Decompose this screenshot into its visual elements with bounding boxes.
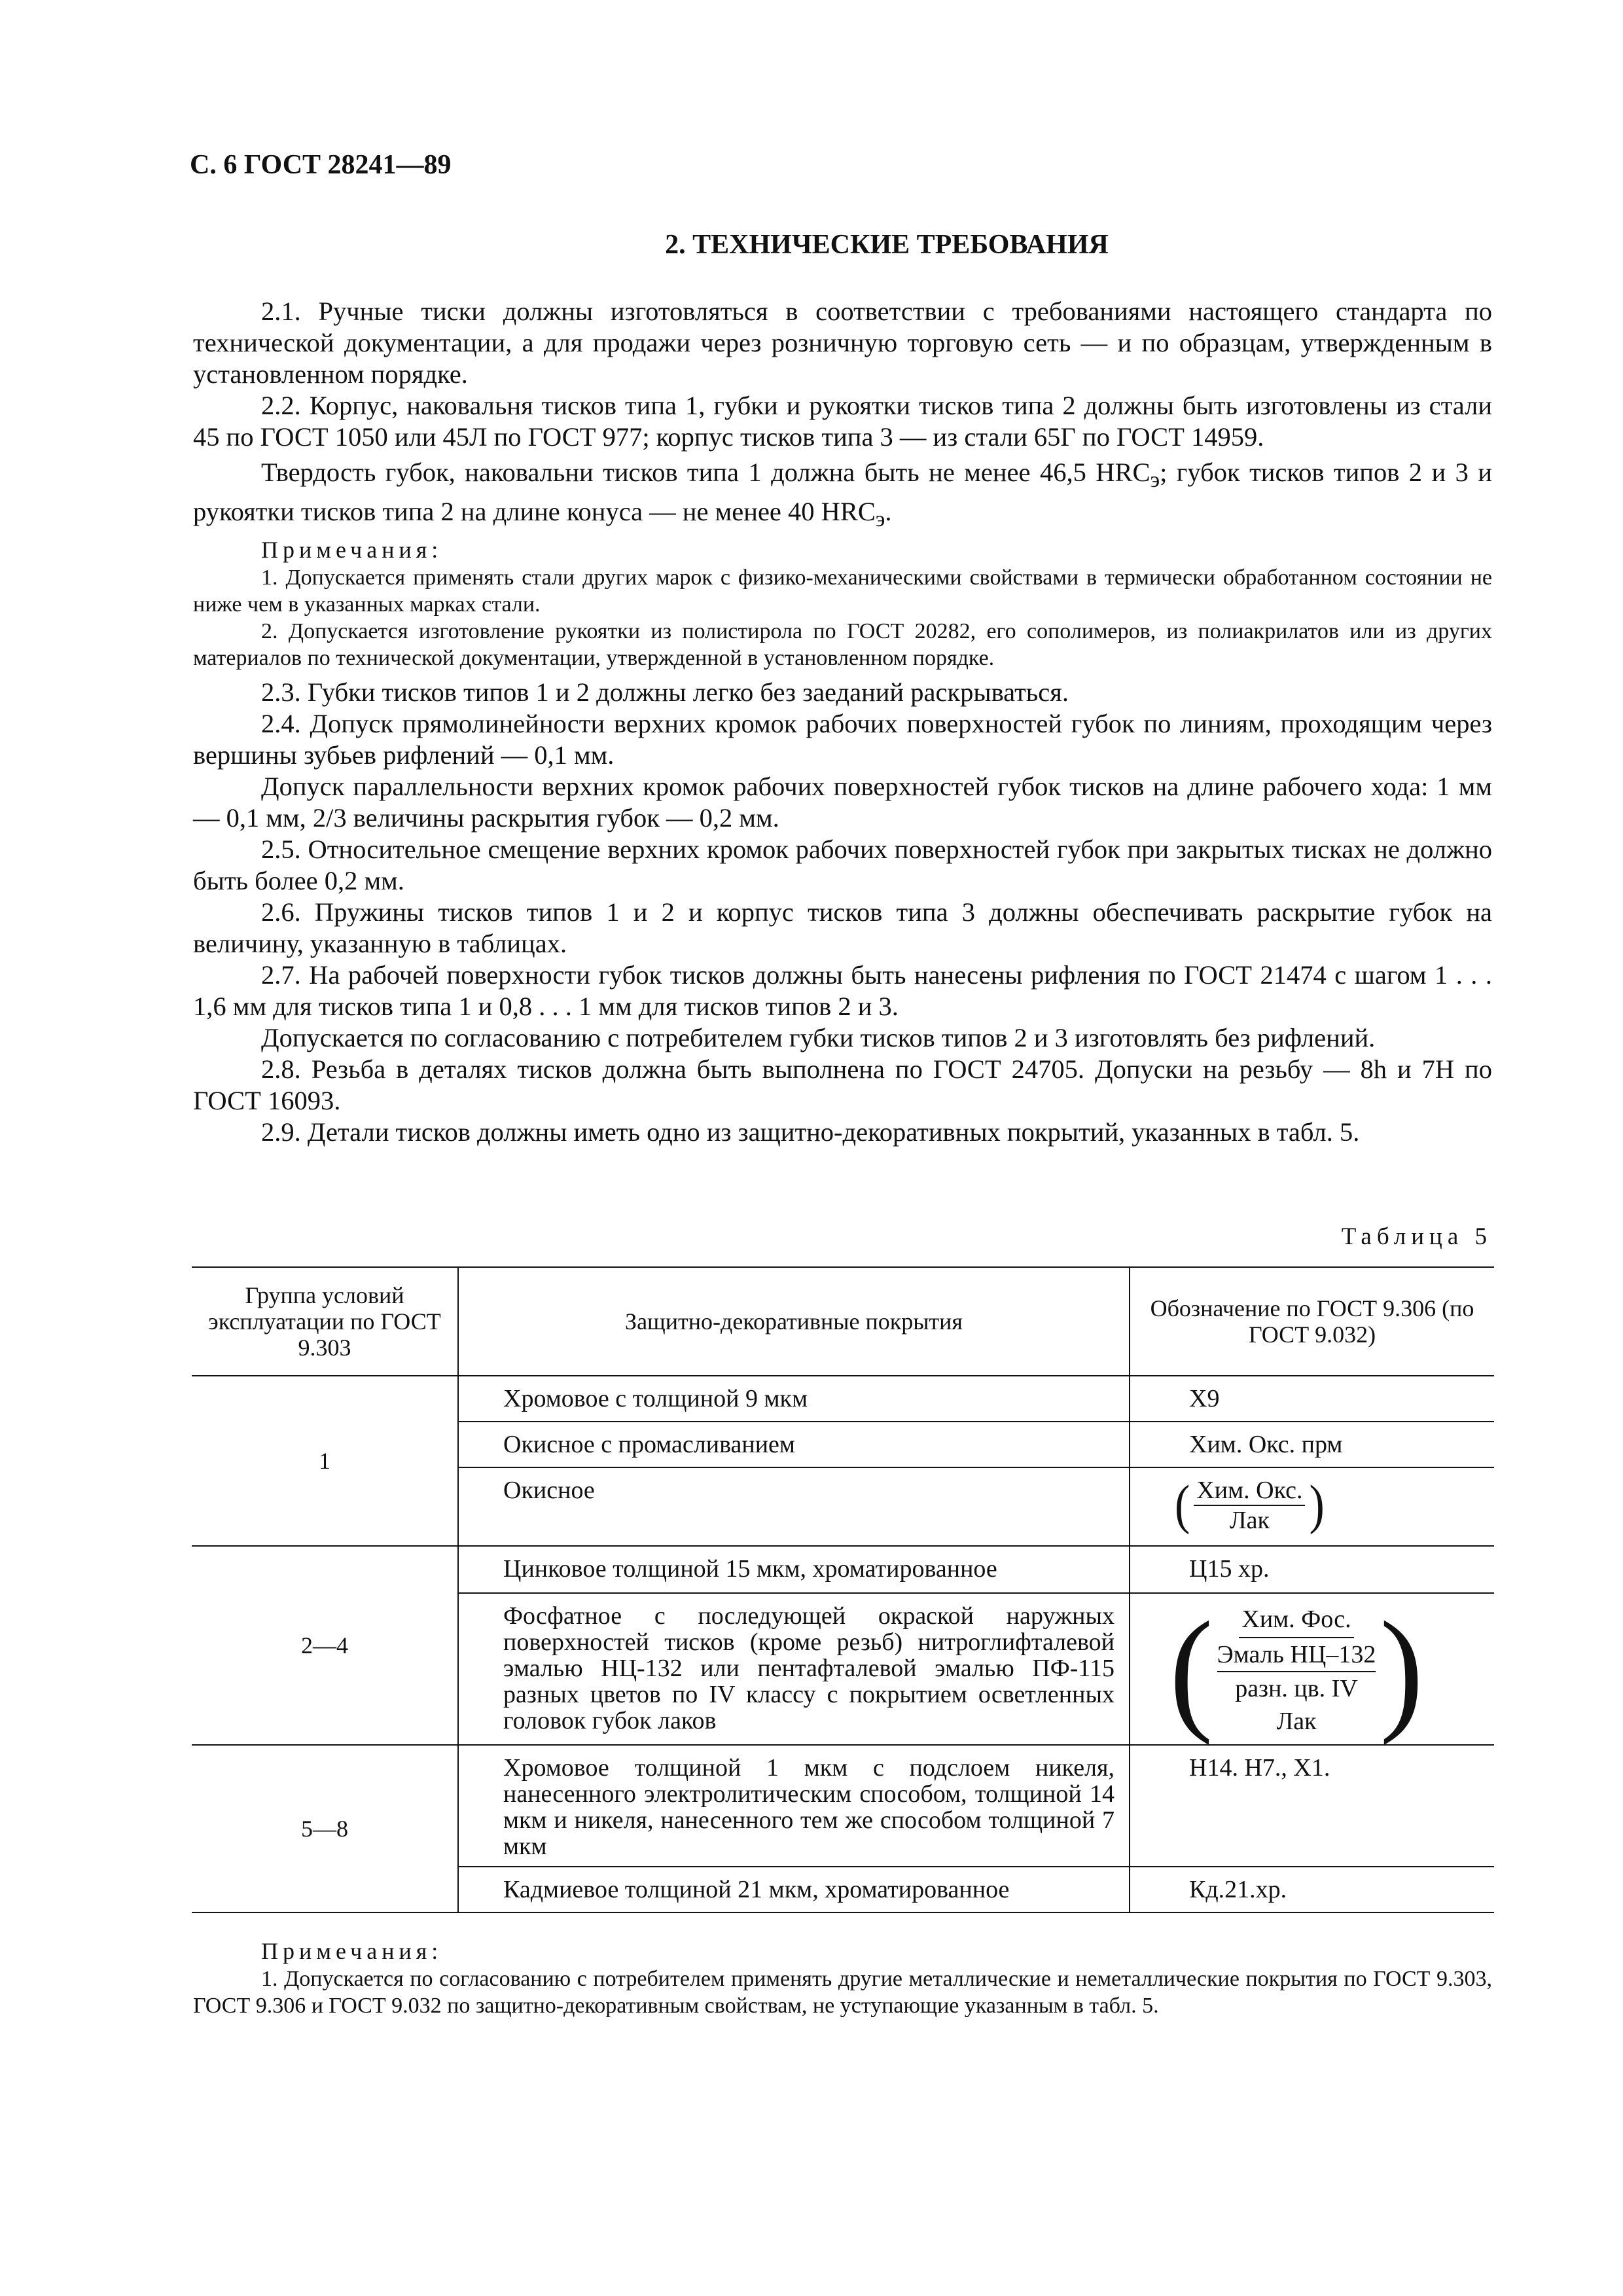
- designation-fraction: [1175, 1477, 1325, 1534]
- hardness-sub-1: э: [1150, 468, 1160, 493]
- section-title: 2. ТЕХНИЧЕСКИЕ ТРЕБОВАНИЯ: [665, 230, 1109, 260]
- coating-cell: Кадмиевое толщиной 21 мкм, хроматированное: [458, 1867, 1130, 1912]
- paragraph-2-4: 2.4. Допуск прямолинейности верхних кромок рабочих поверхностей губок по линиям, проходящим через вершины зубьев рифлений — 0,1 мм.: [193, 709, 1492, 770]
- hardness-text-c: .: [885, 497, 892, 527]
- header-coating: Защитно-декоративные покрытия: [458, 1267, 1130, 1376]
- coating-cell: Хромовое с толщиной 9 мкм: [458, 1376, 1130, 1422]
- right-paren: ): [1380, 1594, 1423, 1746]
- table-row: [192, 1546, 1494, 1593]
- paragraph-2-2-hardness: [193, 457, 1492, 535]
- note-1-2: 2. Допускается изготовление рукоятки из полистирола по ГОСТ 20282, его сополимеров, из полиакрилатов или из других материалов по технической документации, утвержденной в установленном порядке.: [193, 619, 1492, 671]
- paragraph-2-1: 2.1. Ручные тиски должны изготовляться в соответствии с требованиями настоящего стандарта по технической документации, а для продажи через розничную торговую сеть — и по образцам, утвержденным в установленном порядке.: [193, 296, 1492, 389]
- notes-label-1: Примечания:: [261, 537, 443, 564]
- fraction-line-3: разн. цв. IV: [1235, 1675, 1358, 1702]
- paragraph-2-2: 2.2. Корпус, наковальня тисков типа 1, губки и рукоятки тисков типа 2 должны быть изготовлены из стали 45 по ГОСТ 1050 или 45Л по ГОСТ 977; корпус тисков типа 3 — из стали 65Г по ГОСТ 14959.: [193, 391, 1492, 452]
- fraction-line-4: Лак: [1276, 1708, 1317, 1735]
- header-designation: Обозначение по ГОСТ 9.306 (по ГОСТ 9.032): [1130, 1267, 1494, 1376]
- fraction-denominator: Лак: [1229, 1507, 1270, 1534]
- fraction-numerator: Хим. Окс.: [1194, 1477, 1305, 1506]
- coating-cell: Окисное с промасливанием: [458, 1422, 1130, 1467]
- left-paren: (: [1175, 1475, 1190, 1535]
- table-note-1: 1. Допускается по согласованию с потребителем применять другие металлические и неметаллические покрытия по ГОСТ 9.303, ГОСТ 9.306 и ГОСТ 9.032 по защитно-декоративным свойствам, не уступающие указанным в табл. 5.: [193, 1967, 1492, 2018]
- paragraph-2-9: 2.9. Детали тисков должны иметь одно из защитно-декоративных покрытий, указанных в табл. 5.: [261, 1117, 1360, 1147]
- fraction-line-1: Хим. Фос.: [1239, 1603, 1353, 1638]
- fraction-line-2: Эмаль НЦ–132: [1217, 1638, 1376, 1672]
- table-caption: Таблица 5: [1341, 1223, 1492, 1250]
- paragraph-2-6: 2.6. Пружины тисков типов 1 и 2 и корпус тисков типа 3 должны обеспечивать раскрытие губок на величину, указанную в таблицах.: [193, 897, 1492, 959]
- table-notes: [193, 1934, 1492, 2019]
- designation-cell: Хим. Окс. прм: [1130, 1422, 1494, 1467]
- designation-cell: Н14. Н7., Х1.: [1130, 1745, 1494, 1867]
- paragraph-2-5: 2.5. Относительное смещение верхних кромок рабочих поверхностей губок при закрытых тисках не должно быть более 0,2 мм.: [193, 834, 1492, 896]
- paragraph-2-8: 2.8. Резьба в деталях тисков должна быть выполнена по ГОСТ 24705. Допуски на резьбу — 8h и 7H по ГОСТ 16093.: [193, 1054, 1492, 1116]
- page-header: С. 6 ГОСТ 28241—89: [190, 150, 452, 180]
- table-header-row: [192, 1267, 1494, 1376]
- coating-cell: Хромовое толщиной 1 мкм с подслоем никеля, нанесенного электролитическим способом, толщиной 14 мкм и никеля, нанесенного тем же способом толщиной 7 мкм: [458, 1745, 1130, 1867]
- designation-fraction: [1169, 1594, 1423, 1746]
- hardness-sub-2: э: [875, 507, 885, 532]
- header-group: Группа условий эксплуатации по ГОСТ 9.303: [192, 1267, 458, 1376]
- group-cell-2: 2—4: [192, 1546, 458, 1745]
- left-paren: (: [1169, 1594, 1213, 1746]
- designation-cell-fraction: [1130, 1467, 1494, 1546]
- group-cell-3: 5—8: [192, 1745, 458, 1912]
- designation-cell: Ц15 хр.: [1130, 1546, 1494, 1593]
- designation-cell-fraction: [1130, 1593, 1494, 1745]
- coating-cell: Цинковое толщиной 15 мкм, хроматированное: [458, 1546, 1130, 1593]
- group-cell-1: 1: [192, 1376, 458, 1546]
- table-row: [192, 1745, 1494, 1867]
- right-paren: ): [1309, 1475, 1325, 1535]
- paragraph-2-3: 2.3. Губки тисков типов 1 и 2 должны легко без заеданий раскрываться.: [261, 677, 1069, 708]
- coatings-table: [192, 1266, 1494, 1913]
- paragraph-2-4-parallel: Допуск параллельности верхних кромок рабочих поверхностей губок тисков на длине рабочего хода: 1 мм — 0,1 мм, 2/3 величины раскрытия губок — 0,2 мм.: [193, 772, 1492, 833]
- designation-cell: Х9: [1130, 1376, 1494, 1422]
- hardness-text-a: Твердость губок, наковальни тисков типа 1 должна быть не менее 46,5 HRC: [261, 457, 1150, 487]
- notes-label-2: Примечания:: [261, 1938, 443, 1964]
- designation-cell: Кд.21.хр.: [1130, 1867, 1494, 1912]
- paragraph-2-7: 2.7. На рабочей поверхности губок тисков должны быть нанесены рифления по ГОСТ 21474 с шагом 1 . . . 1,6 мм для тисков типа 1 и 0,8 . . . 1 мм для тисков типов 2 и 3.: [193, 960, 1492, 1022]
- coating-cell: Окисное: [458, 1467, 1130, 1546]
- table-row: [192, 1376, 1494, 1422]
- note-1-1: 1. Допускается применять стали других марок с физико-механическими свойствами в термически обработанном состоянии не ниже чем в указанных марках стали.: [193, 565, 1492, 617]
- requirements-text: [193, 296, 1492, 1148]
- coating-cell: Фосфатное с последующей окраской наружных поверхностей тисков (кроме резьб) нитроглифталевой эмалью НЦ-132 или пентафталевой эмалью ПФ-115 разных цветов по IV классу с покрытием осветленных головок губок лаков: [458, 1593, 1130, 1745]
- hardness-text-b: ; губок тисков типов 2 и 3 и рукоятки тисков типа 2 на длине конуса — не менее 40 HRC: [193, 457, 1492, 527]
- paragraph-2-7-note: Допускается по согласованию с потребителем губки тисков типов 2 и 3 изготовлять без рифлений.: [261, 1023, 1376, 1053]
